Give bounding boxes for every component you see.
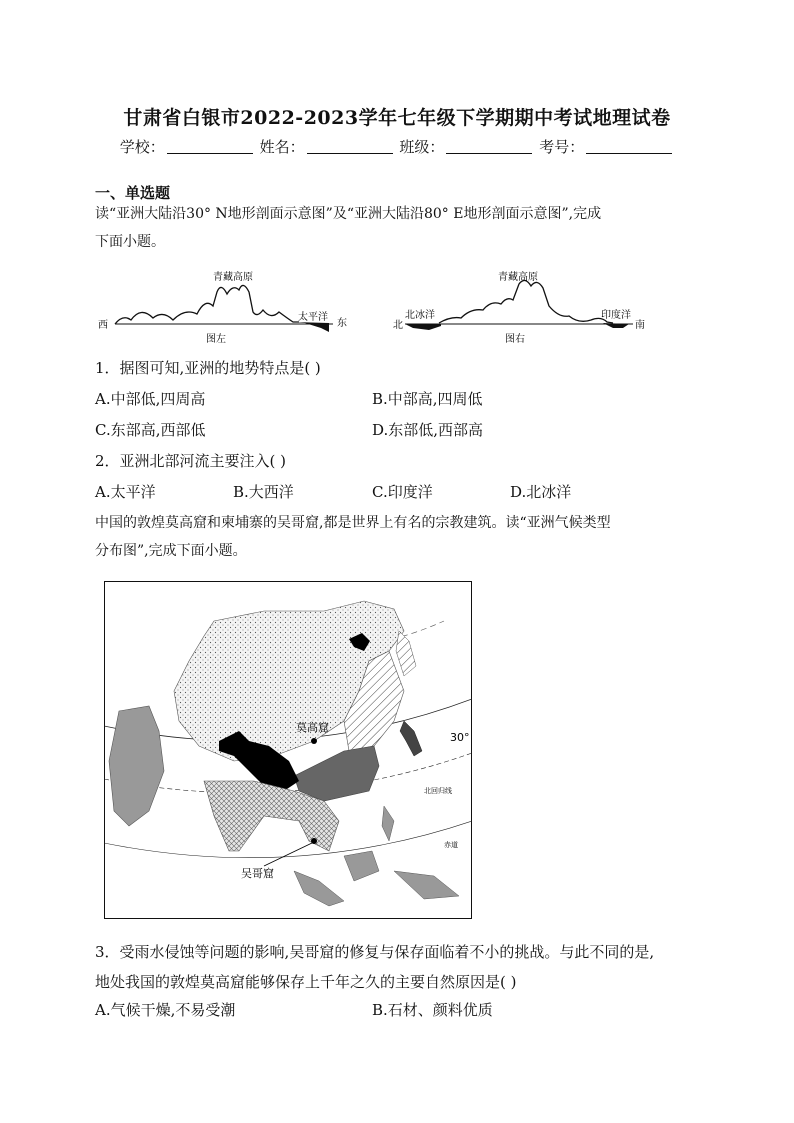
intro-paragraph-1 — [95, 200, 705, 256]
q1-option-d[interactable]: D.东部低,西部高 — [372, 421, 484, 439]
right-ocean-s-label: 印度洋 — [601, 310, 631, 321]
q2-stem: 2．亚洲北部河流主要注入( ) — [95, 452, 287, 470]
left-east-label: 东 — [337, 318, 347, 329]
label-equator: 赤道 — [444, 841, 458, 849]
label-mogao: 莫高窟 — [296, 721, 329, 734]
label-tropic: 北回归线 — [424, 787, 452, 795]
field-school-blank[interactable] — [167, 139, 253, 154]
field-name-label: 姓名： — [259, 138, 305, 156]
right-north-label: 北 — [393, 320, 403, 331]
q3-option-b[interactable]: B.石材、颜料优质 — [372, 1001, 493, 1019]
q3-option-a[interactable]: A.气候干燥,不易受潮 — [95, 1001, 236, 1019]
label-angkor: 吴哥窟 — [241, 867, 274, 880]
intro2-line2: 分布图”,完成下面小题。 — [95, 543, 247, 559]
q1-stem: 1．据图可知,亚洲的地势特点是( ) — [95, 359, 321, 377]
profile-right — [393, 270, 645, 345]
label-lat-30: 30° — [450, 731, 470, 744]
intro-paragraph-2 — [95, 509, 705, 565]
left-peak-label: 青藏高原 — [213, 272, 253, 283]
q1-option-b[interactable]: B.中部高,四周低 — [372, 390, 483, 408]
field-class-label: 班级： — [399, 138, 445, 156]
field-school-label: 学校： — [119, 138, 165, 156]
left-ocean-label: 太平洋 — [298, 312, 328, 323]
q3-stem-line1: 3．受雨水侵蚀等问题的影响,吴哥窟的修复与保存面临着不小的挑战。与此不同的是, — [95, 943, 655, 961]
q3-stem — [95, 937, 654, 997]
student-info-row — [0, 136, 794, 157]
intro1-line1: 读“亚洲大陆沿30° N地形剖面示意图”及“亚洲大陆沿80° E地形剖面示意图”,完成 — [95, 206, 602, 222]
field-name-blank[interactable] — [307, 139, 393, 154]
field-examno-blank[interactable] — [586, 139, 672, 154]
left-caption: 图左 — [206, 334, 226, 345]
field-class-blank[interactable] — [446, 139, 532, 154]
q2-option-a[interactable]: A.太平洋 — [95, 483, 156, 501]
section-heading: 一、单选题 — [95, 184, 171, 202]
left-west-label: 西 — [98, 320, 108, 331]
asia-climate-map — [104, 581, 472, 919]
intro1-line2: 下面小题。 — [95, 234, 165, 250]
field-examno-label: 考号： — [539, 138, 585, 156]
profile-left — [98, 270, 347, 345]
right-caption: 图右 — [505, 334, 525, 345]
q1-option-c[interactable]: C.东部高,西部低 — [95, 421, 206, 439]
q3-stem-line2: 地处我国的敦煌莫高窟能够保存上千年之久的主要自然原因是( ) — [95, 973, 517, 991]
right-south-label: 南 — [635, 320, 645, 331]
q2-option-b[interactable]: B.大西洋 — [233, 483, 294, 501]
right-peak-label: 青藏高原 — [498, 272, 538, 283]
q2-option-d[interactable]: D.北冰洋 — [510, 483, 572, 501]
mogao-point — [311, 738, 317, 744]
q1-option-a[interactable]: A.中部低,四周高 — [95, 390, 206, 408]
intro2-line1: 中国的敦煌莫高窟和柬埔寨的吴哥窟,都是世界上有名的宗教建筑。读“亚洲气候类型 — [95, 515, 611, 531]
right-ocean-n-label: 北冰洋 — [405, 310, 435, 321]
q2-option-c[interactable]: C.印度洋 — [372, 483, 433, 501]
terrain-profile-figures — [93, 262, 663, 348]
exam-title: 甘肃省白银市2022-2023学年七年级下学期期中考试地理试卷 — [123, 107, 671, 129]
